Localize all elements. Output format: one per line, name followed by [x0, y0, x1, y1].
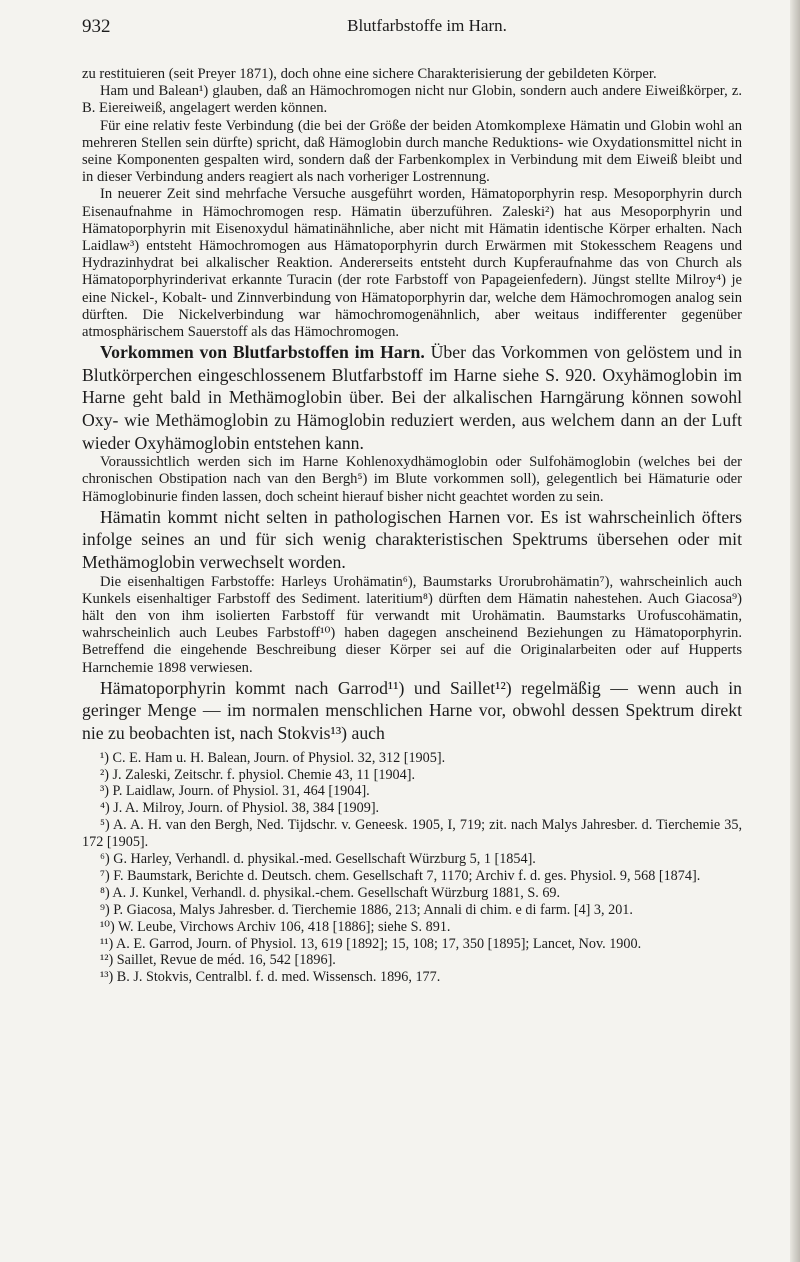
footnote-10: ¹⁰) W. Leube, Virchows Archiv 106, 418 [1886]; siehe S. 891.: [100, 918, 451, 935]
footnote-4: ⁴) J. A. Milroy, Journ. of Physiol. 38, 384 [1909].: [100, 800, 380, 817]
footnote-8: ⁸) A. J. Kunkel, Verhandl. d. physikal.-chem. Gesellschaft Würzburg 1881, S. 69.: [100, 884, 561, 901]
footnote-3: ³) P. Laidlaw, Journ. of Physiol. 31, 464 [1904].: [100, 783, 370, 800]
paragraph-4: In neuerer Zeit sind mehrfache Versuche ausgeführt worden, Hämatoporphyrin resp. Mesoporphyrin durch Eisenaufnahme in Hämochromogen resp. Hämatin überzuführen. Zaleski²) hat aus Mesoporphyrin und Hämatoporphyrin mit Eisenoxydul hämatinähnliche, aber nicht mit Hämatin identische Körper erhalten. Nach Laidlaw³) entsteht Hämochromogen aus Hämatoporphyrin durch Erwärmen mit Stokesschem Reagens und Hydrazinhydrat bei alkalischer Reaktion. Andererseits entsteht durch Kupferaufnahme das von Church als Hämatoporphyrinderivat erkannte Turacin (der rote Farbstoff von Papageienfedern). Jüngst stellte Milroy⁴) je eine Nickel-, Kobalt- und Zinnverbindung von Hämatoporphyrin dar, welche dem Hämochromogen analog sein dürften. Die Nickelverbindung war hämochromogenähnlich, aber weitaus indifferenter gegenüber atmosphärischem Sauerstoff als das Hämochromogen.: [82, 186, 742, 341]
paragraph-5-text: Über das Vorkommen von gelöstem und in Blutkörperchen eingeschlossenem Blutfarbstoff im Harne siehe S. 920. Oxyhämoglobin im Harne geht bald in Methämoglobin über. Bei der alkalischen Harngärung können sowohl Oxy- wie Methämoglobin zu Hämoglobin reduziert werden, aus welchem dann an der Luft wieder Oxyhämoglobin entstehen kann.: [82, 342, 742, 453]
footnote-11: ¹¹) A. E. Garrod, Journ. of Physiol. 13, 619 [1892]; 15, 108; 17, 350 [1895]; Lancet, Nov. 1900.: [100, 935, 642, 952]
page-edge: [790, 0, 800, 1262]
paragraph-7: Hämatin kommt nicht selten in pathologischen Harnen vor. Es ist wahrscheinlich öfters infolge seines an und für sich wenig charakteristischen Spektrums übersehen oder mit Methämoglobin verwechselt worden.: [82, 506, 742, 573]
page-number: 932: [82, 16, 111, 37]
footnote-5: ⁵) A. A. H. van den Bergh, Ned. Tijdschr. v. Geneesk. 1905, I, 719; zit. nach Malys Jahresber. d. Tierchemie 35, 172 [1905].: [82, 817, 742, 851]
paragraph-3: Für eine relativ feste Verbindung (die bei der Größe der beiden Atomkomplexe Hämatin und Globin wohl an mehreren Stellen sein dürfte) spricht, daß Hämoglobin durch manche Reduktions- wie Oxydationsmittel nicht in seine Komponenten gespalten wird, sondern daß der Farbenkomplex in Verbindung mit dem Eiweiß bleibt und in dieser Verbindung anders reagiert als nach vorheriger Lostrennung.: [82, 117, 742, 186]
footnote-1: ¹) C. E. Ham u. H. Balean, Journ. of Physiol. 32, 312 [1905].: [100, 749, 446, 766]
footnote-7: ⁷) F. Baumstark, Berichte d. Deutsch. chem. Gesellschaft 7, 1170; Archiv f. d. ges. Physiol. 9, 568 [1874].: [100, 867, 701, 884]
paragraph-1: zu restituieren (seit Preyer 1871), doch ohne eine sichere Charakterisierung der gebildeten Körper.: [82, 66, 657, 82]
footnote-12: ¹²) Saillet, Revue de méd. 16, 542 [1896].: [100, 952, 336, 969]
footnote-13: ¹³) B. J. Stokvis, Centralbl. f. d. med. Wissensch. 1896, 177.: [100, 969, 441, 986]
paragraph-6: Voraussichtlich werden sich im Harne Kohlenoxydhämoglobin oder Sulfohämoglobin (welches bei der chronischen Obstipation nach van den Bergh⁵) im Blute vorkommen soll), gelegentlich bei Hämaturie oder Hämoglobinurie finden lassen, doch scheint hierauf bisher nicht geachtet worden zu sein.: [82, 454, 742, 505]
section-heading: Vorkommen von Blutfarbstoffen im Harn.: [100, 342, 425, 363]
running-title: Blutfarbstoffe im Harn.: [347, 16, 507, 35]
paragraph-8: Die eisenhaltigen Farbstoffe: Harleys Urohämatin⁶), Baumstarks Urorubrohämatin⁷), wahrscheinlich auch Kunkels eisenhaltiger Farbstoff des Sediment. lateritium⁸) dürften dem Hämatin nahestehen. Auch Giacosa⁹) hält den von ihm isolierten Farbstoff für verwandt mit Urohämatin. Baumstarks Urofuscohämatin, wahrscheinlich auch Leubes Farbstoff¹⁰) haben dagegen anscheinend Beziehungen zu Hämatoporphyrin. Betreffend die eingehende Beschreibung dieser Körper sei auf die Originalarbeiten oder auf Hupperts Harnchemie 1898 verwiesen.: [82, 573, 742, 676]
paragraph-5: [82, 341, 742, 454]
page-header: [82, 16, 742, 42]
paragraph-2: Ham und Balean¹) glauben, daß an Hämochromogen nicht nur Globin, sondern auch andere Eiweißkörper, z. B. Eiereiweiß, angelagert werden können.: [82, 83, 742, 117]
footnote-9: ⁹) P. Giacosa, Malys Jahresber. d. Tierchemie 1886, 213; Annali di chim. e di farm. [4] 3, 201.: [100, 901, 633, 918]
footnote-2: ²) J. Zaleski, Zeitschr. f. physiol. Chemie 43, 11 [1904].: [100, 766, 416, 783]
page-body: [82, 66, 742, 986]
paragraph-9: Hämatoporphyrin kommt nach Garrod¹¹) und Saillet¹²) regelmäßig — wenn auch in geringer Menge — im normalen menschlichen Harne vor, obwohl dessen Spektrum direkt nie zu beobachten ist, nach Stokvis¹³) auch: [82, 677, 742, 744]
footnote-6: ⁶) G. Harley, Verhandl. d. physikal.-med. Gesellschaft Würzburg 5, 1 [1854].: [100, 851, 536, 868]
footnotes: [82, 750, 742, 987]
